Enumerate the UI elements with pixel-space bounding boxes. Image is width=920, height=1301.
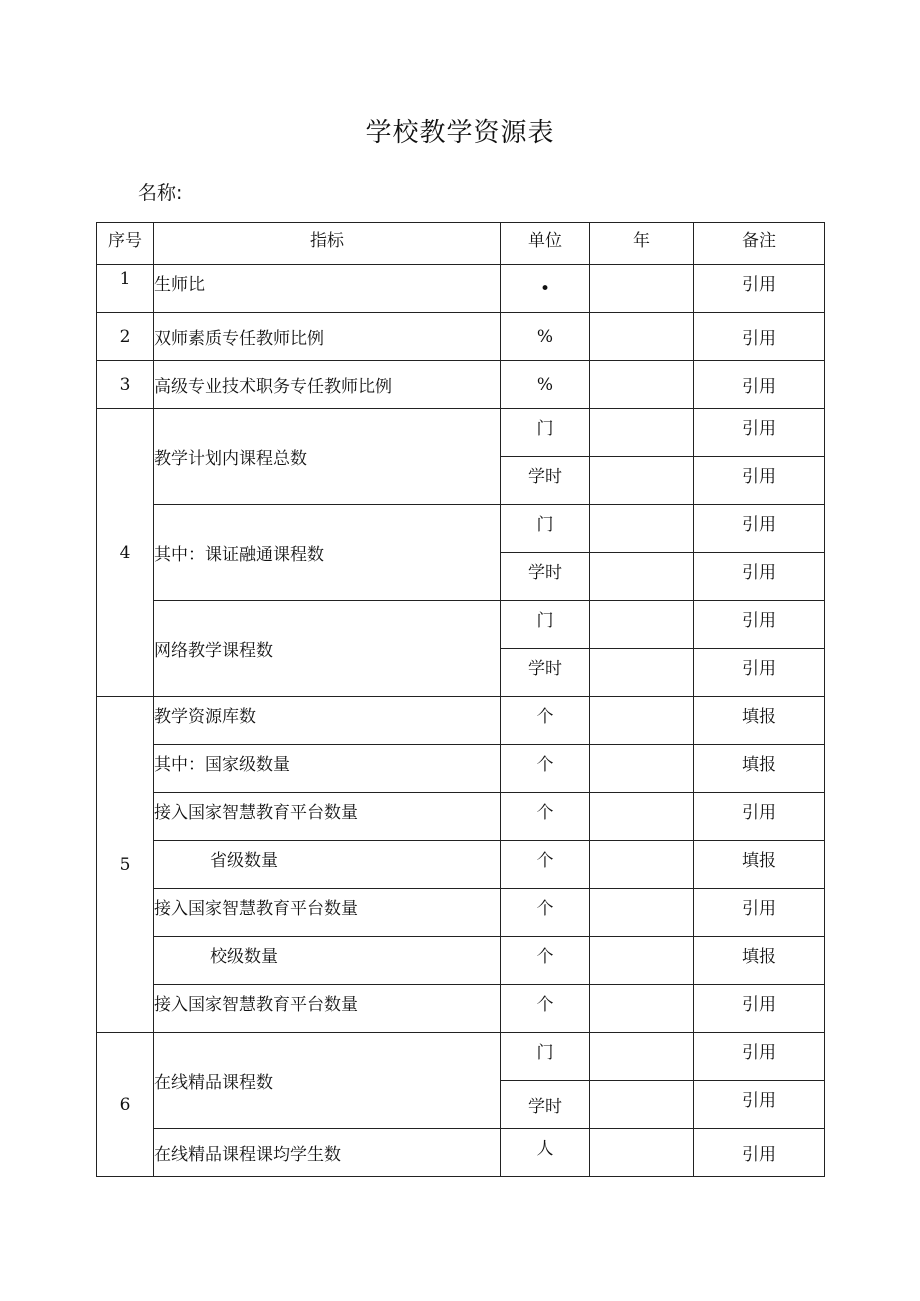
note-cell — [694, 745, 825, 793]
note-cell — [694, 793, 825, 841]
unit-text: 个 — [536, 851, 554, 871]
unit-cell: % — [501, 361, 590, 409]
table-row — [97, 1129, 825, 1177]
unit-text: 学时 — [528, 467, 562, 487]
table-row — [97, 745, 825, 793]
unit-text: 人 — [536, 1139, 554, 1159]
note-text: 填报 — [742, 755, 776, 775]
year-cell[interactable] — [590, 1033, 694, 1081]
unit-cell — [501, 1129, 590, 1177]
unit-text: 个 — [536, 995, 554, 1015]
note-text: 引用 — [742, 1043, 776, 1063]
name-label: 名称: — [138, 182, 183, 204]
note-cell — [694, 1033, 825, 1081]
note-text: 填报 — [742, 851, 776, 871]
year-cell[interactable] — [590, 937, 694, 985]
header-unit: 单位 — [501, 223, 590, 265]
year-cell[interactable] — [590, 1081, 694, 1129]
note-cell — [694, 841, 825, 889]
indicator-text: 接入国家智慧教育平台数量 — [154, 995, 358, 1015]
indicator-cell — [154, 793, 501, 841]
page-title: 学校教学资源表 — [365, 118, 555, 148]
table-row — [97, 265, 825, 313]
table-row — [97, 793, 825, 841]
table-row — [97, 361, 825, 409]
table-row — [97, 409, 825, 457]
unit-cell — [501, 601, 590, 649]
year-cell[interactable] — [590, 313, 694, 361]
year-cell[interactable] — [590, 457, 694, 505]
year-cell[interactable] — [590, 649, 694, 697]
indicator-cell: 双师素质专任教师比例 — [154, 313, 501, 361]
unit-cell — [501, 841, 590, 889]
note-cell: 引用 — [694, 313, 825, 361]
note-text: 填报 — [742, 947, 776, 967]
unit-cell — [501, 1033, 590, 1081]
indicator-text: 生师比 — [154, 275, 205, 295]
note-text: 引用 — [742, 659, 776, 679]
seq-cell: 4 — [97, 409, 154, 697]
year-cell[interactable] — [590, 841, 694, 889]
note-cell — [694, 409, 825, 457]
year-cell[interactable] — [590, 985, 694, 1033]
indicator-cell — [154, 937, 501, 985]
unit-cell — [501, 745, 590, 793]
seq-cell: 1 — [97, 265, 154, 313]
year-cell[interactable] — [590, 505, 694, 553]
unit-text: 学时 — [528, 659, 562, 679]
unit-cell — [501, 457, 590, 505]
note-cell — [694, 505, 825, 553]
year-cell[interactable] — [590, 745, 694, 793]
indicator-cell: 在线精品课程课均学生数 — [154, 1129, 501, 1177]
year-cell[interactable] — [590, 601, 694, 649]
note-text: 引用 — [742, 563, 776, 583]
note-text: 引用 — [742, 995, 776, 1015]
year-cell[interactable] — [590, 889, 694, 937]
year-cell[interactable] — [590, 697, 694, 745]
note-text: 引用 — [742, 611, 776, 631]
year-cell[interactable] — [590, 553, 694, 601]
table-row — [97, 505, 825, 553]
unit-text: 门 — [536, 1043, 554, 1063]
unit-text: 学时 — [528, 563, 562, 583]
year-cell[interactable] — [590, 409, 694, 457]
unit-cell — [501, 409, 590, 457]
table-header-row — [97, 223, 825, 265]
header-indicator: 指标 — [154, 223, 501, 265]
unit-text: 个 — [536, 707, 554, 727]
indicator-cell — [154, 985, 501, 1033]
note-cell: 引用 — [694, 361, 825, 409]
indicator-cell: 其中：课证融通课程数 — [154, 505, 501, 601]
header-note: 备注 — [694, 223, 825, 265]
indicator-text: 教学资源库数 — [154, 707, 256, 727]
table-row — [97, 313, 825, 361]
year-cell[interactable] — [590, 265, 694, 313]
table-row — [97, 889, 825, 937]
unit-text: 门 — [536, 419, 554, 439]
seq-cell: 3 — [97, 361, 154, 409]
table-row — [97, 697, 825, 745]
note-text: 引用 — [742, 899, 776, 919]
unit-cell — [501, 649, 590, 697]
table-row — [97, 841, 825, 889]
note-cell — [694, 457, 825, 505]
indicator-cell — [154, 697, 501, 745]
seq-cell: 6 — [97, 1033, 154, 1177]
indicator-cell: 网络教学课程数 — [154, 601, 501, 697]
unit-cell — [501, 937, 590, 985]
table-row — [97, 985, 825, 1033]
indicator-text: 其中：国家级数量 — [154, 755, 290, 775]
unit-cell: • — [501, 265, 590, 313]
unit-cell — [501, 985, 590, 1033]
indicator-text: 接入国家智慧教育平台数量 — [154, 899, 358, 919]
indicator-cell: 在线精品课程数 — [154, 1033, 501, 1129]
note-cell — [694, 937, 825, 985]
note-cell — [694, 553, 825, 601]
header-seq: 序号 — [97, 223, 154, 265]
unit-cell — [501, 889, 590, 937]
unit-text: 个 — [536, 803, 554, 823]
indicator-cell — [154, 889, 501, 937]
indicator-cell — [154, 841, 501, 889]
resource-table — [96, 222, 825, 1177]
indicator-text: 省级数量 — [210, 851, 278, 871]
note-text: 引用 — [742, 803, 776, 823]
indicator-cell: 教学计划内课程总数 — [154, 409, 501, 505]
note-cell — [694, 1081, 825, 1129]
note-cell — [694, 265, 825, 313]
note-cell — [694, 889, 825, 937]
unit-text: 个 — [536, 755, 554, 775]
note-text: 引用 — [742, 275, 776, 295]
year-cell[interactable] — [590, 793, 694, 841]
note-cell — [694, 649, 825, 697]
unit-cell — [501, 553, 590, 601]
unit-cell: % — [501, 313, 590, 361]
table-row — [97, 601, 825, 649]
unit-cell — [501, 505, 590, 553]
note-text: 引用 — [742, 515, 776, 535]
unit-cell — [501, 793, 590, 841]
note-cell: 引用 — [694, 1129, 825, 1177]
note-text: 引用 — [742, 1091, 776, 1111]
seq-cell: 2 — [97, 313, 154, 361]
table-row — [97, 1033, 825, 1081]
indicator-text: 接入国家智慧教育平台数量 — [154, 803, 358, 823]
seq-cell: 5 — [97, 697, 154, 1033]
header-year: 年 — [590, 223, 694, 265]
unit-cell — [501, 697, 590, 745]
year-cell[interactable] — [590, 361, 694, 409]
note-text: 填报 — [742, 707, 776, 727]
indicator-cell — [154, 745, 501, 793]
note-cell — [694, 985, 825, 1033]
note-cell — [694, 697, 825, 745]
indicator-text: 校级数量 — [210, 947, 278, 967]
note-cell — [694, 601, 825, 649]
note-text: 引用 — [742, 467, 776, 487]
year-cell[interactable] — [590, 1129, 694, 1177]
unit-text: 个 — [536, 947, 554, 967]
unit-text: 个 — [536, 899, 554, 919]
indicator-cell — [154, 265, 501, 313]
indicator-cell: 高级专业技术职务专任教师比例 — [154, 361, 501, 409]
unit-cell: 学时 — [501, 1081, 590, 1129]
table-row — [97, 937, 825, 985]
unit-text: 门 — [536, 515, 554, 535]
unit-text: 门 — [536, 611, 554, 631]
note-text: 引用 — [742, 419, 776, 439]
